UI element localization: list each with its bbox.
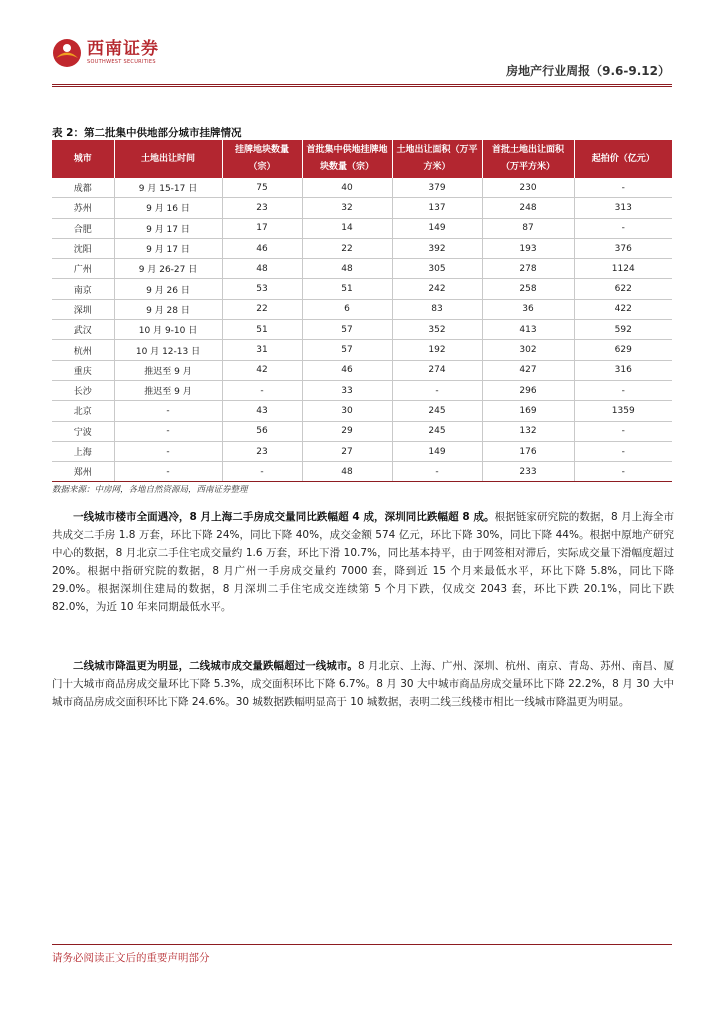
table-cell: 48 — [302, 462, 392, 482]
column-header: 首批集中供地挂牌地块数量（宗） — [302, 140, 392, 178]
table-cell: 233 — [482, 462, 574, 482]
table-row — [52, 320, 672, 340]
table-row — [52, 238, 672, 258]
table-cell: 245 — [392, 401, 482, 421]
table-cell: 149 — [392, 218, 482, 238]
table-cell: 22 — [222, 299, 302, 319]
paragraph-first-tier-cities — [52, 508, 674, 616]
table-cell: 42 — [222, 360, 302, 380]
city-cell: 北京 — [52, 401, 114, 421]
city-cell: 合肥 — [52, 218, 114, 238]
city-cell: 重庆 — [52, 360, 114, 380]
footer-divider — [52, 944, 672, 945]
table-row — [52, 421, 672, 441]
table-row — [52, 340, 672, 360]
table-cell: 427 — [482, 360, 574, 380]
city-cell: 宁波 — [52, 421, 114, 441]
paragraph-lead: 一线城市楼市全面遇冷，8 月上海二手房成交量同比跌幅超 4 成，深圳同比跌幅超 8 成。 — [73, 511, 495, 523]
city-cell: 郑州 — [52, 462, 114, 482]
table-cell: 629 — [574, 340, 672, 360]
table-cell: - — [574, 380, 672, 400]
table-cell: 9 月 26 日 — [114, 279, 222, 299]
table-row — [52, 360, 672, 380]
logo-chinese-name: 西南证券 — [87, 39, 159, 59]
column-header: 土地出让时间 — [114, 140, 222, 178]
table-cell: - — [574, 462, 672, 482]
table-row — [52, 259, 672, 279]
table-cell: 51 — [302, 279, 392, 299]
table-cell: 29 — [302, 421, 392, 441]
table-cell: 6 — [302, 299, 392, 319]
table-body — [52, 178, 672, 482]
table-header-row — [52, 140, 672, 178]
logo-emblem-icon — [52, 38, 82, 68]
table-cell: 22 — [302, 238, 392, 258]
table-cell: 51 — [222, 320, 302, 340]
table-cell: 9 月 17 日 — [114, 218, 222, 238]
header-divider-thin — [52, 86, 672, 87]
footer-disclaimer: 请务必阅读正文后的重要声明部分 — [52, 952, 210, 964]
city-cell: 南京 — [52, 279, 114, 299]
table-cell: 30 — [302, 401, 392, 421]
table-cell: 169 — [482, 401, 574, 421]
city-cell: 广州 — [52, 259, 114, 279]
table-title: 表 2：第二批集中供地部分城市挂牌情况 — [52, 127, 242, 139]
table-cell: 192 — [392, 340, 482, 360]
city-cell: 苏州 — [52, 198, 114, 218]
table-cell: - — [574, 421, 672, 441]
table-cell: 137 — [392, 198, 482, 218]
city-cell: 武汉 — [52, 320, 114, 340]
table-cell: 622 — [574, 279, 672, 299]
table-cell: 258 — [482, 279, 574, 299]
table-cell: 245 — [392, 421, 482, 441]
land-listing-table — [52, 140, 672, 482]
paragraph-body: 根据链家研究院的数据，8 月上海全市共成交二手房 1.8 万套，环比下降 24%，同比下降 40%，成交金额 574 亿元，环比下降 30%，同比下降 44%。根据中原地产研究中心的数据，8 月北京二手住宅成交量约 1.6 万套，环比下滑 10.7%，同比基本持平，由于网签相对滞后，实际成交量下滑幅度超过 20%。根据中指研究院的数据，8 月广州一手房成交量约 7000 套，降到近 15 个月来最低水平，环比下降 5.8%，同比下降 29.0%。根据深圳住建局的数据，8 月深圳二手住宅成交连续第 5 个月下跌，仅成交 2043 套，环比下跌 20.1%，同比下跌 82.0%，为近 10 年来同期最低水平。 — [52, 511, 674, 613]
table-cell: 9 月 28 日 — [114, 299, 222, 319]
paragraph-body: 8 月北京、上海、广州、深圳、杭州、南京、青岛、苏州、南昌、厦门十大城市商品房成交量环比下降 5.3%，成交面积环比下降 6.7%。8 月 30 大中城市商品房成交量环比下降 22.2%，8 月 30 大中城市商品房成交面积环比下降 24.6%。30 城数据跌幅明显高于 10 城数据，表明二线三线楼市相比一线城市降温更为明显。 — [52, 660, 674, 708]
table-cell: 392 — [392, 238, 482, 258]
table-cell: 推迟至 9 月 — [114, 380, 222, 400]
table-cell: 10 月 12-13 日 — [114, 340, 222, 360]
table-cell: - — [222, 380, 302, 400]
table-cell: 278 — [482, 259, 574, 279]
table-cell: 302 — [482, 340, 574, 360]
table-cell: 149 — [392, 441, 482, 461]
table-cell: 56 — [222, 421, 302, 441]
header-divider — [52, 84, 672, 85]
table-cell: 10 月 9-10 日 — [114, 320, 222, 340]
table-cell: 17 — [222, 218, 302, 238]
table-row — [52, 299, 672, 319]
table-cell: 27 — [302, 441, 392, 461]
table-cell: - — [114, 401, 222, 421]
city-cell: 深圳 — [52, 299, 114, 319]
table-cell: 57 — [302, 340, 392, 360]
column-header: 土地出让面积（万平方米） — [392, 140, 482, 178]
table-cell: - — [574, 178, 672, 198]
table-cell: 132 — [482, 421, 574, 441]
table-cell: 274 — [392, 360, 482, 380]
table-cell: 33 — [302, 380, 392, 400]
table-cell: - — [114, 462, 222, 482]
table-row — [52, 380, 672, 400]
company-logo — [52, 38, 159, 68]
table-cell: - — [222, 462, 302, 482]
table-cell: 193 — [482, 238, 574, 258]
city-cell: 成都 — [52, 178, 114, 198]
table-cell: 53 — [222, 279, 302, 299]
table-cell: 23 — [222, 198, 302, 218]
table-cell: 57 — [302, 320, 392, 340]
column-header: 首批土地出让面积（万平方米） — [482, 140, 574, 178]
table-cell: - — [392, 380, 482, 400]
table-cell: 9 月 16 日 — [114, 198, 222, 218]
table-cell: 1359 — [574, 401, 672, 421]
column-header: 挂牌地块数量（宗） — [222, 140, 302, 178]
city-cell: 沈阳 — [52, 238, 114, 258]
table-cell: 248 — [482, 198, 574, 218]
table-row — [52, 218, 672, 238]
table-cell: - — [114, 421, 222, 441]
table-cell: 1124 — [574, 259, 672, 279]
table-cell: - — [574, 441, 672, 461]
table-cell: 40 — [302, 178, 392, 198]
table-cell: 87 — [482, 218, 574, 238]
table-cell: 32 — [302, 198, 392, 218]
table-cell: 83 — [392, 299, 482, 319]
table-cell: 422 — [574, 299, 672, 319]
table-cell: - — [114, 441, 222, 461]
table-row — [52, 178, 672, 198]
table-cell: 14 — [302, 218, 392, 238]
table-cell: 242 — [392, 279, 482, 299]
table-cell: 230 — [482, 178, 574, 198]
table-cell: 9 月 15-17 日 — [114, 178, 222, 198]
column-header: 起拍价（亿元） — [574, 140, 672, 178]
table-row — [52, 441, 672, 461]
table-cell: 316 — [574, 360, 672, 380]
table-cell: 305 — [392, 259, 482, 279]
table-row — [52, 279, 672, 299]
table-cell: 296 — [482, 380, 574, 400]
report-title: 房地产行业周报（9.6-9.12） — [506, 64, 670, 78]
table-cell: 352 — [392, 320, 482, 340]
table-cell: 23 — [222, 441, 302, 461]
data-source-note: 数据来源：中房网，各地自然资源局，西南证券整理 — [52, 485, 248, 495]
table-cell: 43 — [222, 401, 302, 421]
table-cell: 48 — [222, 259, 302, 279]
table-cell: 376 — [574, 238, 672, 258]
paragraph-lead: 二线城市降温更为明显，二线城市成交量跌幅超过一线城市。 — [73, 660, 358, 672]
logo-english-name: SOUTHWEST SECURITIES — [87, 59, 156, 65]
page-header — [52, 38, 672, 84]
column-header: 城市 — [52, 140, 114, 178]
table-cell: 592 — [574, 320, 672, 340]
city-cell: 上海 — [52, 441, 114, 461]
table-cell: 46 — [302, 360, 392, 380]
city-cell: 长沙 — [52, 380, 114, 400]
table-cell: - — [392, 462, 482, 482]
table-cell: 46 — [222, 238, 302, 258]
table-cell: 31 — [222, 340, 302, 360]
table-cell: 379 — [392, 178, 482, 198]
table-cell: 36 — [482, 299, 574, 319]
table-row — [52, 401, 672, 421]
city-cell: 杭州 — [52, 340, 114, 360]
table-cell: 9 月 17 日 — [114, 238, 222, 258]
table-row — [52, 198, 672, 218]
paragraph-second-tier-cities — [52, 657, 674, 711]
table-row — [52, 462, 672, 482]
table-cell: 176 — [482, 441, 574, 461]
table-cell: 9 月 26-27 日 — [114, 259, 222, 279]
table-cell: 推迟至 9 月 — [114, 360, 222, 380]
table-cell: 413 — [482, 320, 574, 340]
table-cell: 75 — [222, 178, 302, 198]
table-cell: - — [574, 218, 672, 238]
table-cell: 313 — [574, 198, 672, 218]
table-cell: 48 — [302, 259, 392, 279]
